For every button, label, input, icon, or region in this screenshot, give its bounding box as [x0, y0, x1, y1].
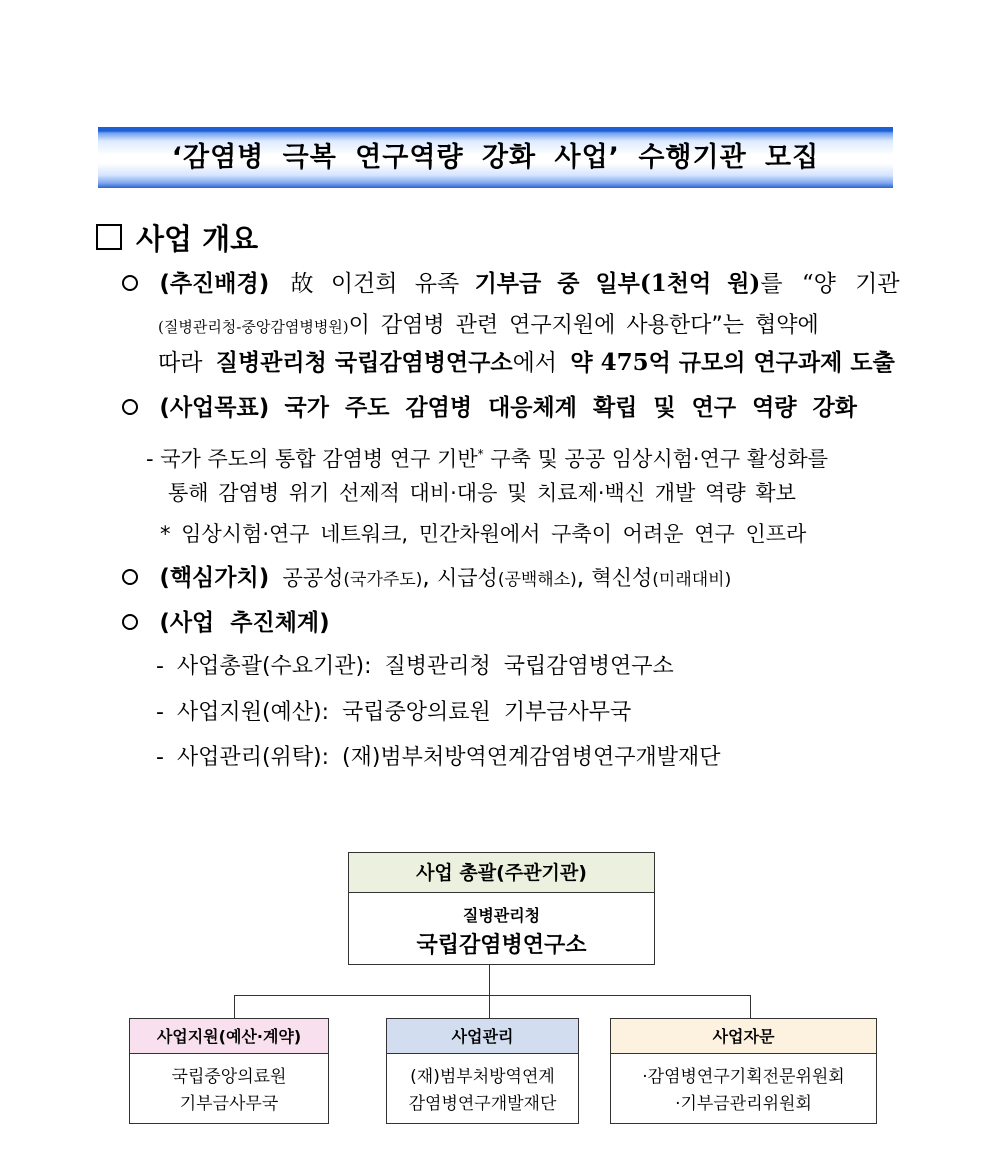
- background-small-text: (질병관리청-중앙감염병병원): [158, 318, 349, 336]
- goal-note-text: * 임상시험·연구 네트워크, 민간차원에서 구축이 어려운 연구 인프라: [160, 522, 807, 546]
- org-top-box: [348, 852, 655, 965]
- org-top-head: 사업 총괄(주관기관): [349, 853, 654, 893]
- value-3: 혁신성: [591, 566, 653, 590]
- values-tag: (핵심가치): [159, 565, 270, 591]
- checkbox-square-icon: [96, 224, 122, 250]
- item-background-line2: [158, 309, 819, 343]
- connector-middle: [489, 995, 490, 1018]
- structure-tag: (사업 추진체계): [159, 610, 330, 636]
- org-top-line1: 질병관리청: [462, 906, 541, 925]
- background-l3-b: 질병관리청 국립감염병연구소: [215, 349, 513, 376]
- item-background-line3: [158, 347, 895, 379]
- section-heading: [96, 217, 258, 258]
- value-1: 공공성: [282, 566, 344, 590]
- goal-sub-line1: [146, 438, 828, 475]
- org-left-line1: 국립중앙의료원: [171, 1067, 287, 1087]
- org-right-line2: ·기부금관리위원회: [675, 1094, 812, 1114]
- goal-text: 국가 주도 감염병 대응체계 확립 및 연구 역량 강화: [284, 394, 857, 421]
- background-text-a: 故 이건희 유족: [290, 271, 460, 297]
- goal-sub1: - 국가 주도의 통합 감염병 연구 기반: [146, 447, 478, 471]
- structure-row-text: - 사업관리(위탁): (재)범부처방역연계감염병연구개발재단: [156, 745, 721, 770]
- org-middle-line1: (재)범부처방역연계: [410, 1067, 555, 1087]
- goal-sub2: 통해 감염병 위기 선제적 대비·대응 및 치료제·백신 개발 역량 확보: [168, 481, 796, 505]
- background-l3-d: 약 475억 규모의 연구과제 도출: [570, 349, 895, 376]
- org-left-box: [129, 1018, 329, 1124]
- item-background-line1: [122, 268, 900, 300]
- structure-row-text: - 사업총괄(수요기관): 질병관리청 국립감염병연구소: [156, 654, 674, 679]
- goal-sub1-star: *: [477, 447, 484, 461]
- structure-row-text: - 사업지원(예산): 국립중앙의료원 기부금사무국: [156, 700, 632, 725]
- org-top-line2: 국립감염병연구소: [416, 933, 587, 958]
- page-title: ‘감염병 극복 연구역량 강화 사업’ 수행기관 모집: [171, 142, 820, 173]
- value-2-sub: (공백해소): [497, 570, 577, 590]
- background-l3-c: 에서: [512, 350, 558, 376]
- section-label: 사업 개요: [136, 222, 259, 256]
- org-middle-line2: 감염병연구개발재단: [408, 1094, 557, 1114]
- circle-bullet-icon: [122, 399, 138, 415]
- item-goal-line: [122, 392, 857, 424]
- goal-sub-line2: [168, 477, 796, 509]
- connector-horizontal: [234, 995, 750, 996]
- value-2: 시급성: [436, 566, 498, 590]
- connector-left: [234, 995, 235, 1018]
- structure-row: [156, 697, 631, 729]
- org-middle-box: [386, 1018, 579, 1124]
- org-right-line1: ·감염병연구기획전문위원회: [642, 1067, 845, 1087]
- item-structure-line: [122, 607, 330, 639]
- connector-vertical: [489, 965, 490, 995]
- background-text-c: 를 “양 기관: [760, 271, 900, 297]
- goal-tag: (사업목표): [159, 395, 270, 421]
- background-text-b: 기부금 중 일부(1천억 원): [474, 270, 761, 297]
- org-right-head: 사업자문: [611, 1019, 876, 1054]
- org-middle-head: 사업관리: [387, 1019, 578, 1054]
- circle-bullet-icon: [122, 275, 138, 291]
- background-l3-a: 따라: [158, 350, 203, 376]
- goal-note: [160, 518, 806, 550]
- background-tag: (추진배경): [159, 271, 270, 297]
- background-text-rest: 이 감염병 관련 연구지원에 사용한다”는 협약에: [348, 313, 819, 338]
- org-left-head: 사업지원(예산·계약): [130, 1019, 328, 1054]
- circle-bullet-icon: [122, 614, 138, 630]
- circle-bullet-icon: [122, 569, 138, 585]
- item-values-line: (핵심가치) 공공성(국가주도), 시급성(공백해소), 혁신성(미래대비): [122, 562, 731, 596]
- org-right-box: [610, 1018, 877, 1124]
- structure-row: [156, 742, 720, 774]
- org-left-line2: 기부금사무국: [179, 1094, 279, 1114]
- connector-right: [750, 995, 751, 1018]
- value-1-sub: (국가주도): [343, 570, 423, 590]
- structure-row: [156, 651, 674, 683]
- goal-sub1-rest: 구축 및 공공 임상시험·연구 활성화를: [490, 447, 828, 471]
- value-3-sub: (미래대비): [652, 570, 732, 590]
